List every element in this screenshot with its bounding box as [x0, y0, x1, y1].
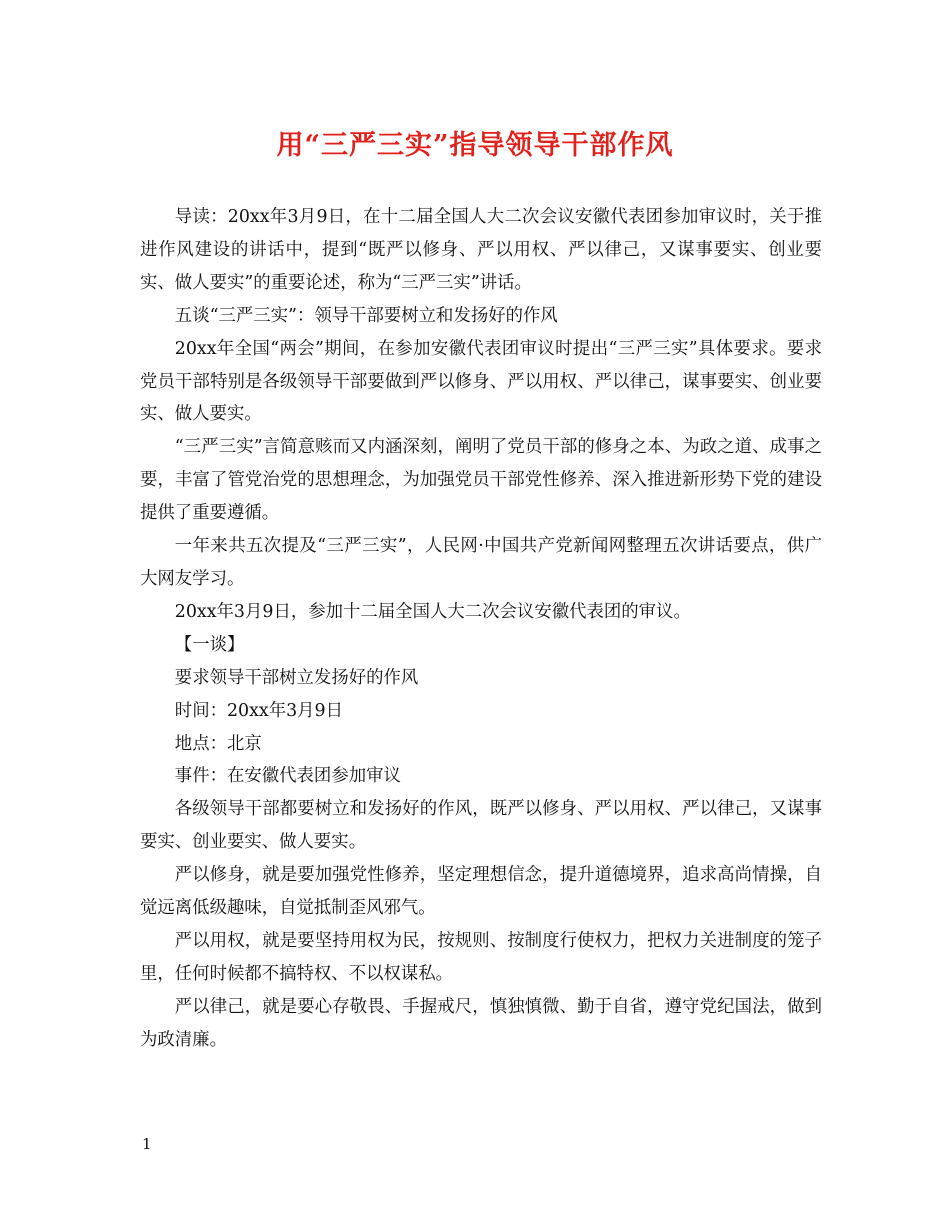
document-body [140, 201, 822, 1057]
event-description: 事件：在安徽代表团参加审议 [174, 766, 401, 787]
paragraph-intro: 导读：20xx年3月9日，在十二届全国人大二次会议安徽代表团参加审议时，关于推进作风建设的讲话中，提到“既严以修身、严以用权、严以律己，又谋事要实、创业要实、做人要实”的重要论述，称为“三严三实”讲话。 [140, 207, 822, 293]
paragraph: 20xx年3月9日，参加十二届全国人大二次会议安徽代表团的审议。 [174, 601, 691, 622]
paragraph: 严以律己，就是要心存敬畏、手握戒尺，慎独慎微、勤于自省，遵守党纪国法，做到为政清廉。 [140, 996, 822, 1050]
paragraph: 严以修身，就是要加强党性修养，坚定理想信念，提升道德境界，追求高尚情操，自觉远离低级趣味，自觉抵制歪风邪气。 [140, 865, 822, 919]
paragraph: 严以用权，就是要坚持用权为民，按规则、按制度行使权力，把权力关进制度的笼子里，任何时候都不搞特权、不以权谋私。 [140, 930, 822, 984]
event-time: 时间：20xx年3月9日 [174, 700, 344, 721]
paragraph: “三严三实”言简意赅而又内涵深刻，阐明了党员干部的修身之本、为政之道、成事之要，丰富了管党治党的思想理念，为加强党员干部党性修养、深入推进新形势下党的建设提供了重要遵循。 [140, 437, 822, 524]
paragraph: 一年来共五次提及“三严三实”，人民网·中国共产党新闻网整理五次讲话要点，供广大网友学习。 [140, 536, 822, 589]
page-title: 用“三严三实”指导领导干部作风 [276, 130, 674, 161]
event-location: 地点：北京 [174, 733, 262, 754]
section-heading: 要求领导干部树立发扬好的作风 [174, 667, 419, 688]
section-label: 【一谈】 [174, 634, 245, 655]
page-number: 1 [142, 1135, 152, 1153]
paragraph-heading: 五谈“三严三实”：领导干部要树立和发扬好的作风 [174, 305, 558, 326]
paragraph: 各级领导干部都要树立和发扬好的作风，既严以修身、严以用权、严以律己，又谋事要实、创业要实、做人要实。 [140, 799, 822, 853]
paragraph: 20xx年全国“两会”期间，在参加安徽代表团审议时提出“三严三实”具体要求。要求党员干部特别是各级领导干部要做到严以修身、严以用权、严以律己，谋事要实、创业要实、做人要实。 [140, 338, 822, 425]
